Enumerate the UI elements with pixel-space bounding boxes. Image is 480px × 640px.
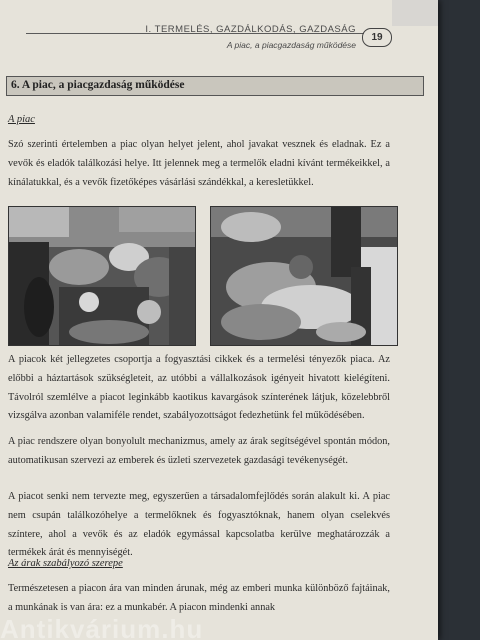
market-photo-right	[210, 206, 398, 346]
paragraph: A piac rendszere olyan bonyolult mechanizmus, amely az árak segítségével spontán módon, automatikusan szervezi az emberek és üzleti szervezetek gazdasági tevékenységét.	[8, 436, 390, 466]
market-photo-left	[8, 206, 196, 346]
paragraph: A piacok két jellegzetes csoportja a fogyasztási cikkek és a termelési tényezők piaca. Az előbbi a háztartások szükségleteit, az utóbbi a vállalkozások igényeit hivatott kielégíteni. Távolról szemlélve a piacot leginkább kaotikus kavargások színterének látjuk, közelebbről vizsgálva azonban valamiféle rendet, szabályozottságot fedezhetünk fel működésében.	[8, 354, 390, 422]
paragraph: A piacot senki nem tervezte meg, egyszerűen a társadalomfejlődés során alakult ki. A piac nem csupán találkozóhelye a termelőknek és fogyasztóknak, hanem olyan cselekvés színtere, ahol a vevők és az eladók egymással kapcsolatba kerülve meghatározzák a termékek árát és mennyiségét.	[8, 491, 390, 559]
section-title: 6. A piac, a piacgazdaság működése	[11, 79, 185, 91]
page-number: 19	[362, 28, 392, 47]
running-header-subtitle: A piac, a piacgazdaság működése	[226, 40, 356, 50]
paragraph: Szó szerinti értelemben a piac olyan helyet jelent, ahol javakat vesznek és eladnak. Ez a vevők és eladók találkozási helye. Itt jelennek meg a termelők eladni kívánt termékeikkel, a kínálatukkal, és a vevők fizetőképes vásárlási szándékkal, a keresletükkel.	[8, 139, 390, 188]
section-title-bar	[6, 76, 424, 96]
page-corner	[392, 0, 438, 26]
running-header-chapter: I. TERMELÉS, GAZDÁLKODÁS, GAZDASÁG	[145, 24, 356, 35]
watermark: Antikvárium.hu	[0, 614, 204, 640]
subsection-heading-arak: Az árak szabályozó szerepe	[8, 558, 123, 569]
paragraph: Természetesen a piacon ára van minden árunak, még az emberi munka különböző fajtáinak, a munkának is van ára: ez a munkabér. A piacon mindenki annak	[8, 583, 390, 613]
subsection-heading-piac: A piac	[8, 114, 35, 125]
